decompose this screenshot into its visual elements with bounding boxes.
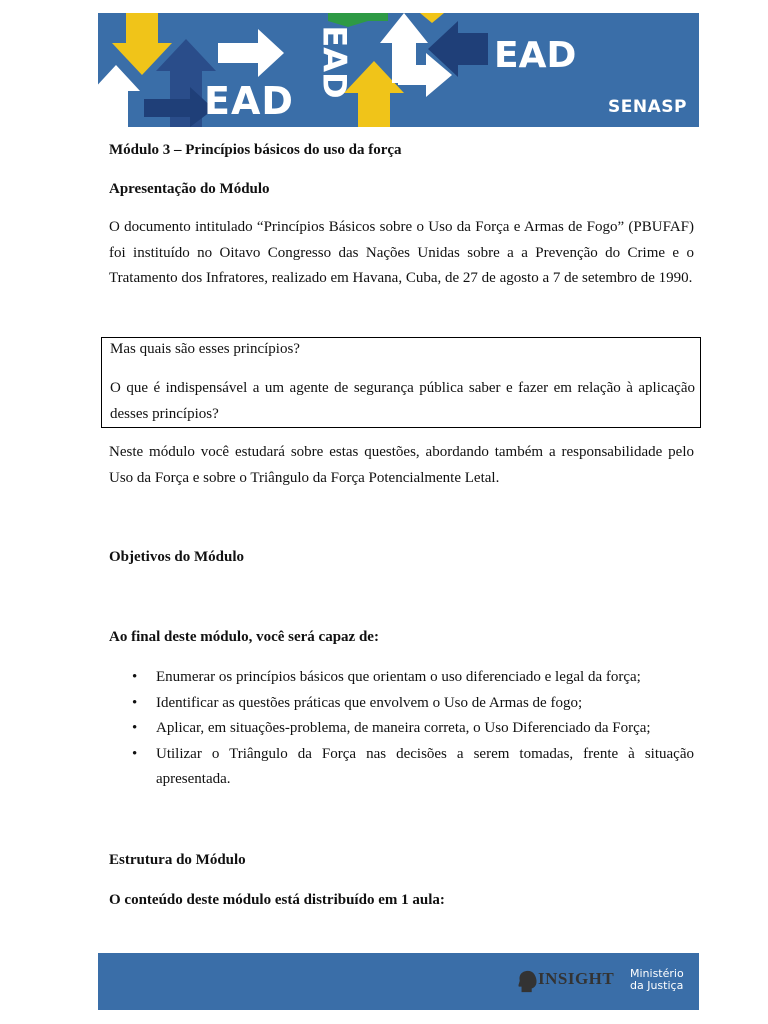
list-item [109, 691, 694, 717]
ead-logo-text-3: EAD [494, 35, 577, 76]
footer-banner [98, 953, 699, 1010]
module-title: Módulo 3 – Princípios básicos do uso da força [109, 142, 402, 158]
objective-text: Enumerar os princípios básicos que orientam o uso diferenciado e legal da força; [156, 669, 641, 685]
header-banner [98, 13, 699, 127]
ead-logo-text-2: EAD [315, 25, 354, 99]
bullet-icon: • [132, 669, 138, 685]
bullet-icon: • [132, 720, 138, 736]
list-item [109, 742, 694, 793]
bullet-icon: • [132, 694, 138, 711]
structure-text: O conteúdo deste módulo está distribuído em 1 aula: [109, 892, 445, 908]
list-item [109, 665, 694, 691]
insight-logo-text: INSIGHT [538, 969, 615, 988]
objectives-heading: Objetivos do Módulo [109, 549, 245, 565]
ministerio-logo [630, 968, 696, 992]
insight-head-icon [516, 970, 540, 994]
bullet-icon: • [132, 745, 138, 762]
senasp-label: SENASP [608, 97, 687, 117]
intro-paragraph: O documento intitulado “Princípios Básicos sobre o Uso da Força e Armas de Fogo” (PBUFAF) foi instituído no Oitavo Congresso das Nações Unidas sobre a a Prevenção do Crime e o Tratamento dos Infratores, realizado em Havana, Cuba, de 27 de agosto a 7 de setembro de 1990. [109, 219, 694, 286]
structure-heading: Estrutura do Módulo [109, 852, 246, 868]
ministerio-line-2: da Justiça [630, 979, 684, 992]
questions-box [101, 337, 701, 428]
box-question-2: O que é indispensável a um agente de segurança pública saber e fazer em relação à aplicação desses princípios? [110, 380, 695, 422]
objective-text: Utilizar o Triângulo da Força nas decisões a serem tomadas, frente à situação apresentada. [156, 745, 694, 787]
objective-text: Aplicar, em situações-problema, de maneira correta, o Uso Diferenciado da Força; [156, 720, 651, 736]
presentation-heading: Apresentação do Módulo [109, 181, 270, 197]
box-question-1: Mas quais são esses princípios? [110, 341, 300, 357]
objective-text: Identificar as questões práticas que envolvem o Uso de Armas de fogo; [156, 694, 583, 711]
list-item [109, 716, 694, 742]
ministerio-line-1: Ministério [630, 967, 684, 980]
objectives-intro: Ao final deste módulo, você será capaz de: [109, 629, 379, 645]
ead-logo-text-1: EAD [204, 79, 294, 123]
study-paragraph: Neste módulo você estudará sobre estas questões, abordando também a responsabilidade pelo Uso da Força e sobre o Triângulo da Força Potencialmente Letal. [109, 444, 694, 486]
objectives-list [109, 665, 694, 793]
